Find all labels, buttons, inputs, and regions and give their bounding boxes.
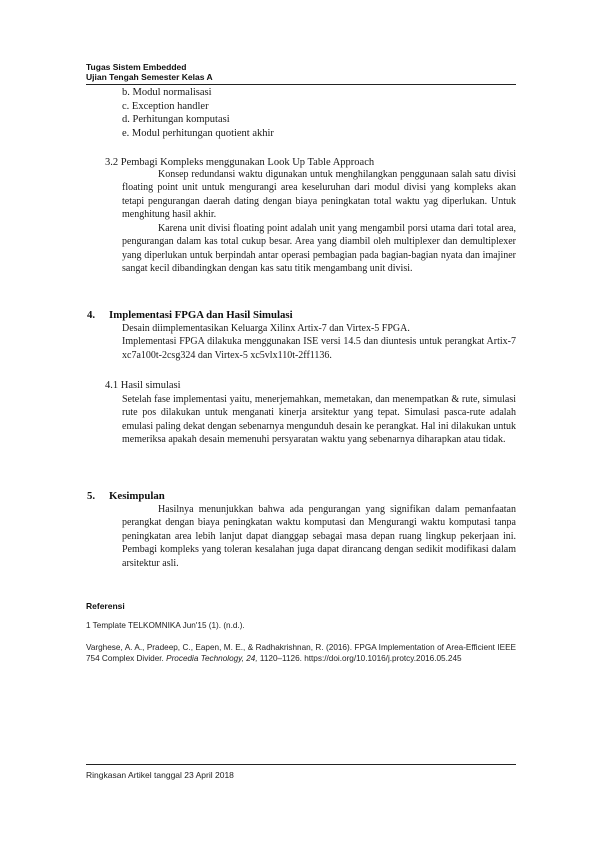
list-item: d. Perhitungan komputasi — [122, 114, 230, 125]
section-5-number: 5. — [87, 490, 96, 502]
paragraph-4-rest: Implementasi FPGA dilakuka menggunakan ISE versi 14.5 dan diuntesis untuk perangkat Artix-7 xc7a100t-2csg324 dan Virtex-5 xc5vlx110t-2ff1136. — [122, 336, 516, 361]
page-header — [86, 62, 213, 82]
section-4-number: 4. — [87, 309, 96, 321]
section-4-title: Implementasi FPGA dan Hasil Simulasi — [109, 309, 293, 321]
reference-2 — [86, 642, 516, 664]
section-5-heading — [87, 490, 165, 503]
header-exam-title: Ujian Tengah Semester Kelas A — [86, 72, 213, 82]
reference-1: 1 Template TELKOMNIKA Jun'15 (1). (n.d.). — [86, 621, 245, 630]
reference-2-authors-title: Varghese, A. A., Pradeep, C., Eapen, M. E., & Radhakrishnan, R. (2016). FPGA Implementation of Area-Efficient IEEE 754 Complex Divider. — [86, 643, 516, 663]
paragraph-3-2-b: Karena unit divisi floating point adalah unit yang mengambil porsi utama dari total area, pengurangan dalam kas total cukup besar. Area yang diambil oleh multiplexer dan demultiplexer yang diperlukan untuk berpindah antar operasi pembagian pada bagian-bagian nyata dan imajiner sangat kecil dibandingkan dengan kas satu titik mengambang unit divisi. — [122, 223, 516, 275]
references-heading: Referensi — [86, 601, 125, 611]
list-item: b. Modul normalisasi — [122, 87, 212, 98]
reference-2-pages-doi[interactable]: 1120–1126. https://doi.org/10.1016/j.protcy.2016.05.245 — [259, 654, 462, 663]
footer-note: Ringkasan Artikel tanggal 23 April 2018 — [86, 770, 234, 780]
module-list — [122, 86, 274, 140]
header-course-title: Tugas Sistem Embedded — [86, 62, 187, 72]
paragraph-4-intro — [122, 322, 516, 362]
paragraph-5: Hasilnya menunjukkan bahwa ada pengurangan yang signifikan dalam pemanfaatan perangkat dengan biaya peningkatan waktu komputasi dan Mengurangi waktu komputasi tanpa peningkatan area lebih lanjut dapat dianggap sebagai masa depan ruang lingkup pekerjaan ini. Pembagi kompleks yang toleran kesalahan juga dapat dirancang dengan sedikit modifikasi dalam arsitektur asli. — [122, 504, 516, 569]
subsection-4-1-title: 4.1 Hasil simulasi — [105, 380, 181, 391]
footer-divider — [86, 764, 516, 765]
list-item: e. Modul perhitungan quotient akhir — [122, 127, 274, 139]
reference-2-journal: Procedia Technology, 24, — [166, 654, 258, 663]
paragraph-4-line1: Desain diimplementasikan Keluarga Xilinx Artix-7 dan Virtex-5 FPGA. — [122, 323, 410, 334]
section-4-heading — [87, 309, 293, 322]
header-divider — [86, 84, 516, 85]
subsection-3-2-title: 3.2 Pembagi Kompleks menggunakan Look Up Table Approach — [105, 157, 375, 168]
paragraph-4-1: Setelah fase implementasi yaitu, menerjemahkan, memetakan, dan menempatkan & rute, simulasi rute pos dilakukan untuk menganati kinerja arsitektur yang tepat. Simulasi pasca-rute adalah emulasi paling dekat dengan sebenarnya mengunduh desain ke perangkat. Hal ini dilakukan untuk memeriksa apakah desain memenuhi persyaratan waktu yang sebenarnya diharapkan atau tidak. — [122, 394, 516, 446]
paragraph-3-2-a: Konsep redundansi waktu digunakan untuk menghilangkan penggunaan salah satu divisi floating point unit untuk mengurangi area keseluruhan dari modul divisi yang kompleks akan tetapi pengurangan daerah dating dengan biaya peningkatan total waktu yag diperlukan. Untuk menghitung hasil akhir. — [122, 169, 516, 221]
section-5-title: Kesimpulan — [109, 490, 165, 502]
list-item: c. Exception handler — [122, 100, 209, 112]
